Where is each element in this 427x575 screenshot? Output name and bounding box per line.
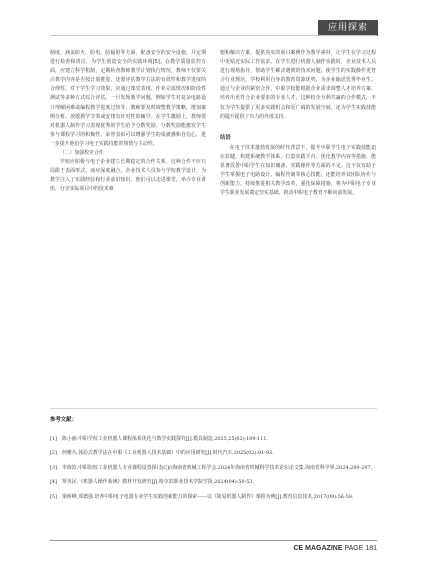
- right-column: [220, 49, 376, 198]
- references-title: 参考文献：: [50, 417, 77, 423]
- references-divider: [50, 408, 377, 409]
- reference-item: [50, 435, 377, 444]
- footer-rule: [50, 540, 377, 541]
- left-paragraph-2: 学校应积极与电子企业建立长期稳定的合作关系，这种合作不应只局限于表面形式，而应深度融合。企业技术人员参与学校教学设计，为教学注入了实践经验和行业前沿知识，他们可以走进课堂，举办专业讲座，分享实际项目中的技术难: [50, 159, 206, 193]
- page-number: PAGE 181: [344, 545, 377, 552]
- reference-number: [2]: [50, 450, 57, 457]
- reference-number: [3]: [50, 464, 57, 471]
- references-section: [50, 415, 377, 507]
- reference-text: 陈小丽.中职学校工业机器人课程体系优化与教学实践探究[J].模具制造,2025,25(02):109-111.: [62, 436, 269, 442]
- section-tab: 应用探索: [318, 20, 378, 36]
- header-rule: [50, 35, 377, 36]
- reference-text: 何雅丛.体验式教学法在中职《工业机器人技术基础》中的应用研究[J].时代汽车,2025(02):91-93.: [62, 450, 274, 457]
- reference-number: [5]: [50, 493, 57, 500]
- reference-number: [4]: [50, 479, 57, 486]
- conclusion-paragraph: 在电子技术蓬勃发展的时代背景下，提升中职学生电子实践技能迫在眉睫。构建系统教学体系、打造实践平台、优化教学内容等措施，能显著改善中职学生在知识储备、实践操作等方面的不足。这不仅有助于学生掌握电子电路设计、编程控制等核心技能，还能培养其团队协作与创新能力。持续推进相关教学改革，强化保障措施，将为中职电子专业学生职业发展奠定坚实基础，推动中职电子教育不断向前发展。: [220, 144, 376, 197]
- reference-text: 覃英民.《机器人操作系统》教材开发研究[J].哈尔滨职业技术学院学报,2024(04):50-53.: [62, 479, 255, 486]
- reference-item: [50, 464, 377, 473]
- reference-item: [50, 478, 377, 487]
- left-paragraph-1: 制度，涵盖防火、防电、防辐射等方面，配备安全的安全设施，并定期进行检查和清洁，为学生创造安全的实践环境[5]。在教学质量监控方面，应建立科学机制，定期检查教师教学计划执行情况，教师不仅要关注教学内容是否按计划推进，还要评估教学方法的有效性和教学进度的合理性。对于学生学习效果，应通过课堂表现、作业完成情况和阶段性测试等多种方式综合评估。一旦发现教学问题，例如学生对复杂电路设计理解困难或编程教学进度过快等，教师要及时调整教学策略，增加案例分析、放缓教学节奏或安排有针对性的辅导。在学生激励上，教师要对机器人制作学习表现优秀的学生给予分数奖励。分数奖励能激发学生参与课程学习的积极性，荣誉表彰可以增强学生的成就感和自信心，进一步提升他们学习电子实践技能的热情与主动性。: [50, 50, 206, 147]
- subsection-heading: （二）加强校企合作: [59, 150, 104, 157]
- reference-item: [50, 449, 377, 458]
- magazine-name: CE MAGAZINE: [293, 545, 343, 552]
- reference-item: [50, 493, 377, 502]
- reference-number: [1]: [50, 436, 57, 442]
- left-column: [50, 49, 206, 195]
- conclusion-heading: 结语: [220, 134, 231, 141]
- reference-text: 李海滨.中职院校工业机器人专业课程设置探讨[C]//海南省机械工程学会.2024年海南省机械科学技术论坛论文集.海南省科学界,2024:289-297.: [62, 464, 373, 471]
- page-footer: [293, 545, 377, 552]
- right-paragraph-1: 题和解决方案，提供真实的项目案例作为教学素材，让学生在学习过程中更贴近实际工作需求。在学生进行机器人制作实践时，企业技术人员进行现场指导，帮助学生解决遇到的技术问题，使学生的实践操作更符合行业规范。学校利用自身的教育资源优势，为企业输送优秀毕业生。通过与企业的紧密合作，中职学校能根据企业需求调整人才培养方案，培养出更符合企业要求的专业人才。这种校企互利共赢的合作模式，不仅为学生提供了更多实践机会和更广阔的发展空间，还为学生实践技能的提升提供了有力的外部支持。: [220, 50, 376, 120]
- reference-text: 梁桥峰,邓德强.培养中职电子电器专业学生实践创新能力的探索——以《简易机器人制作》课程为例[J].教育信息技术,2017(09):56-58.: [62, 493, 354, 500]
